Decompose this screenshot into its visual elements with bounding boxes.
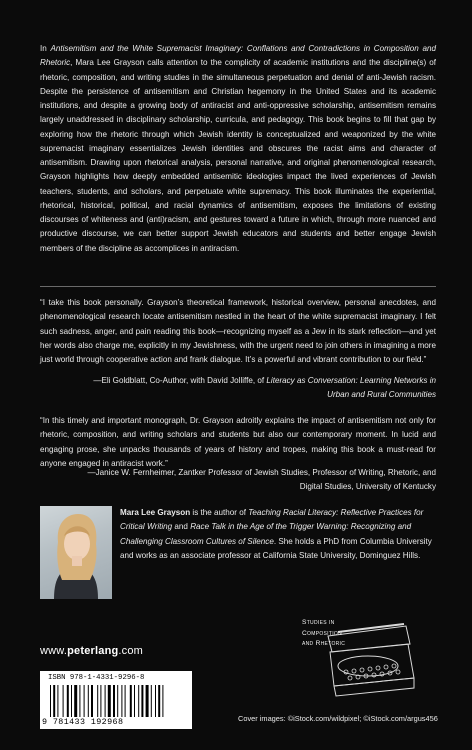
endorsement-quote-1: “I take this book personally. Grayson’s theoretical framework, historical overview, personal anecdotes, and phenomenological research locate antisemitism nestled in the heart of the white supremacist imaginary. I felt such sadness, anger, and pain reading this book—recognizing myself as a Jew in its stark reflection—and yet her words also charge me, explicitly in my Jewishness, with the urgent need to join others in imagining a more just world through cooperative action and frank dialogue. It’s a powerful and vibrant contribution to our field.” xyxy=(40,298,436,364)
author-book-1: Teaching Racial Literacy: Reflective Practices for Critical Writing xyxy=(120,508,424,532)
author-name: Mara Lee Grayson xyxy=(120,508,191,517)
barcode-digits: 9 781433 192968 xyxy=(42,717,124,727)
author-portrait-icon xyxy=(40,506,112,599)
website-suffix: .com xyxy=(118,645,144,657)
blurb-prefix: In xyxy=(40,44,51,53)
book-description xyxy=(40,42,436,256)
blurb-body: , Mara Lee Grayson calls attention to the complicity of academic institutions and the discipline(s) of rhetoric, composition, and writing studies in the simultaneous perpetuation and denial of anti-Jewish racism. Despite the persistence of antisemitism and Christian hegemony in the United States and its academic institutions, and despite a growing body of antiracist and anti-oppressive scholarship, antisemitism remains largely unaddressed in disciplinary scholarship, curricula, and pedagogy. This book begins to fill that gap by exploring how the rhetoric through which Jewish identity is conceptualized and weaponized by the white supremacist imaginary essentializes Jewish identities and obscures the racist aims and character of antisemitism. Drawing upon rhetorical analysis, personal narrative, and original phenomenological research, Grayson highlights how deeply embedded antisemitic ideologies impact the lived experiences of Jewish teachers, students, and scholars, and perpetuate white supremacy. This book illuminates the experiential, rhetorical, historical, political, and racial dynamics of antisemitism, exposes the limitations of existing discourses of whiteness and (anti)racism, and gestures toward a future in which, through more nuanced and productive discourse, we can better support Jewish educators and students and better engage Jewish members of the discipline as accomplices in antiracism. xyxy=(40,58,436,253)
endorsement-quote-2: “In this timely and important monograph, Dr. Grayson adroitly explains the impact of antisemitism not only for rhetoric, composition, and writing scholars and students but also our contemporary moment. In lucid and engaging prose, she unpacks thousands of years of history and tropes, making this book a must-read for anyone engaged in antiracist work.” xyxy=(40,416,436,468)
endorsement-attribution-1 xyxy=(76,374,436,403)
bio-text-3: . She holds a PhD from Columbia University and works as an associate professor at California State University, Dominguez Hills. xyxy=(120,536,432,560)
barcode-bars xyxy=(50,685,182,717)
isbn-number: ISBN 978-1-4331-9296-8 xyxy=(48,674,145,682)
book-title: Antisemitism and the White Supremacist Imaginary: Conflations and Contradictions in Composition and Rhetoric xyxy=(40,44,437,68)
author-book-2: Race Talk in the Age of the Trigger Warning: Recognizing and Challenging Classroom Cultures of Silence xyxy=(120,522,412,546)
publisher-website[interactable] xyxy=(40,645,143,657)
bio-text-1: is the author of xyxy=(190,508,249,517)
attribution-prefix-2: —Janice W. Fernheimer, Zantker Professor of Jewish Studies, Professor of Writing, Rhetoric, and Digital Studies, University of Kentucky xyxy=(87,468,436,492)
cover-image-credit: Cover images: ©iStock.com/wildpixel; ©iStock.com/argus456 xyxy=(238,714,438,723)
attribution-title-1: Literacy as Conversation: Learning Networks in Urban and Rural Communities xyxy=(266,376,436,400)
bio-text-2: and xyxy=(172,522,191,532)
endorsement-attribution-2 xyxy=(76,466,436,495)
series-line-1: Studies in xyxy=(302,619,335,626)
divider xyxy=(40,286,436,287)
series-line-3: and Rhetoric xyxy=(302,640,346,647)
series-line-2: Composition xyxy=(302,629,343,637)
author-photo xyxy=(40,506,112,599)
website-prefix: www. xyxy=(40,645,68,657)
isbn-barcode xyxy=(40,671,192,729)
website-brand: peterlang xyxy=(67,645,119,657)
attribution-prefix-1: —Eli Goldblatt, Co-Author, with David Jolliffe, of xyxy=(93,376,267,385)
series-name xyxy=(302,618,362,650)
author-bio xyxy=(120,506,438,563)
